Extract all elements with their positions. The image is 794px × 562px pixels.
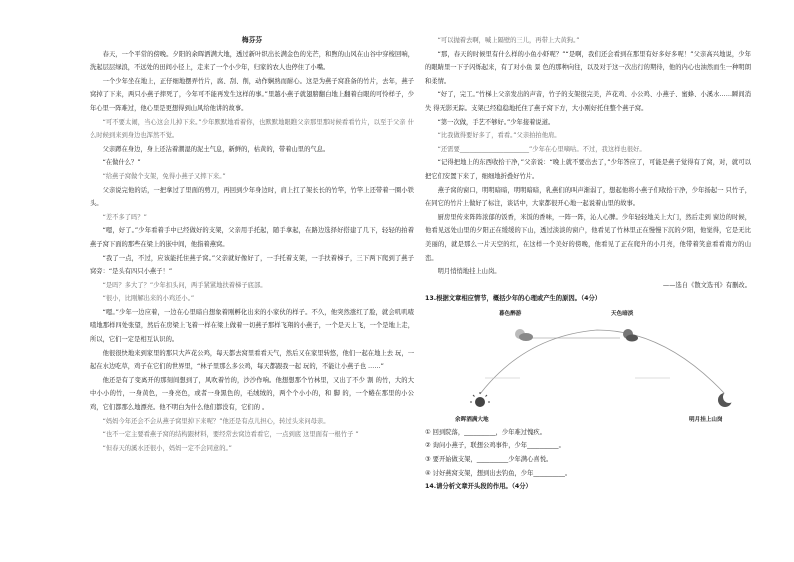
left-paragraph: “给燕子窝做个支架，免得小燕子又摔下来。” <box>102 172 226 180</box>
diagram-label-top-left: 暮色醉游 <box>499 310 522 317</box>
question-13: 13.根据文章相应情节，概括少年的心理或产生的原因。（4分） <box>425 295 602 303</box>
left-paragraph: “我了一点，不过，应该能托住燕子窝。”父亲就好像好了，一手托着支架，一手扶着梯子，三下两下爬到了燕子窝旁：“是头有四只小燕子！” <box>90 254 414 276</box>
left-paragraph: “嗯，好了。”少年看着手中已经做好的支架，父亲用手托起，随手拿起，在路边选择好搭建了几下，轻轻的拍着燕子窝下面的那些在梁上的嵌中间，他指着燕窝。 <box>90 227 414 248</box>
diagram-label-bottom-left: 余晖洒满大地 <box>455 416 489 423</box>
left-paragraph: 他很很快地来到家里的那只大芦花公鸡，每天都去窝里看看天气，然后又在家里转悠，他们一起在地上去 玩，一起在水边吃草，鸡子在它们的世界里，“林子里那么多公鸡，每天都跟我一起 玩的，不能让小燕子也 ……” <box>90 349 414 371</box>
left-paragraph: 他还是有了变离开的那刻间想到了，风吹着竹的，沙沙作响。他想想那个竹林里，又出了不少 割 的竹，大的大中小小的竹，一身黄色，一身亮色，或者一身黑色的，毛绒绒的，两个个小小的，和 脚 的，一个蜷在那里的小公鸡，它们都那么地漂亮。他不明白为什么他们都没有，它们的 。 <box>90 376 414 412</box>
emotion-diagram <box>425 308 751 426</box>
left-paragraphs <box>90 48 414 456</box>
left-column <box>90 34 414 455</box>
diagram-svg <box>425 308 751 426</box>
left-paragraph: “妈妈今年还会不会从燕子窝里掉下来呢？”他还是有点儿担心，转过头来问母亲。 <box>102 417 330 425</box>
option-4: ④ 讨好燕窝支架，想到出去钓鱼，少年__________。 <box>425 469 572 477</box>
right-paragraph: “记得把地上的东西收拾干净，”父亲说：“晚上就不要出去了，”少年答应了，可能是燕子觉得有了窝，对，就可以把它们安置下来了，细细地折叠好竹片。 <box>425 159 751 180</box>
left-paragraph: “在做什么？” <box>102 159 141 167</box>
diagram-arc <box>480 330 725 394</box>
option-2: ② 询问小燕子，联想公鸡事件，少年__________。 <box>425 442 565 450</box>
sun-cloud-icon <box>515 329 533 341</box>
option-1: ① 回到院落，__________，少年难过愧疚。 <box>425 428 546 436</box>
article-title: 梅芬芬 <box>241 36 263 44</box>
left-paragraph: “差不多了吗？” <box>102 213 147 221</box>
question-14: 14.请分析文章开头段的作用。（4分） <box>425 483 532 491</box>
diagram-label-top-right: 天色暗淡 <box>611 310 634 317</box>
right-paragraph: “第一次做，手艺不够好。”少年接着说道。 <box>437 118 555 126</box>
right-paragraph: “还需要______________________”少年在心里嘀咕。不过，我这样也很好。 <box>437 145 646 153</box>
left-paragraph: “但春天的溪水还很小，妈妈一定不会同意的。” <box>102 444 232 452</box>
option-3: ③ 要开始做支架，__________少年满心喜悦。 <box>425 456 553 464</box>
left-paragraph: 春天，一个平常的傍晚。夕阳的余晖洒满大地，透过新叶织出长满金色的光芒，和煦的山风在山谷中穿梭回响，洗起层层绿浪，不远处的田间小径上，走来了一个小少年，归家的农人也停住了小嘴。 <box>90 50 414 72</box>
diagram-label-bottom-right: 明月挂上山岗 <box>689 416 723 423</box>
left-paragraph: 父亲说完他的话，一把拿过了里面的剪刀，再回到少年身边时，肩上扛了架长长的竹竿，竹竿上还带着一圈小铁头。 <box>90 186 414 208</box>
right-paragraph: “可以抛着去啊，喊上隔壁的三儿，再带上大黄狗。” <box>437 37 580 44</box>
left-paragraph: “是吗？多大了？”少年扣头问，两手紧紧地扶着梯子底部。 <box>102 281 267 289</box>
right-paragraph: 燕子窝的窗口，明明暗暗，明明暗暗，乳燕们的叫声渐弱了，想起他将小燕子们收拾干净，少年扬起一 只竹子，在同它的竹片上做好了标注，谈话中，大家都很开心地一起说着山里的故事。 <box>425 186 751 208</box>
right-paragraph: “那，春天的时候里有什么样的小鱼小虾呢？”“是啊，我们还会看到在那里有好多好多呢！”父亲高兴地说，少年的眼睛里一下子闪烁起来，有了对小鱼 景 色的那种向往，以及对于这一次出行的期待，他的内心也油然而生一种明朗和柔情。 <box>425 50 751 85</box>
right-paragraph: 厨房里传来阵阵浓郁的饭香，米饭的香味，一阵一阵，沁人心脾。少年轻轻地关上大门，然后走到 窗边的时候，他看见远处山里的夕阳正在缓缓的下山，透过淡淡的窗户，他看见了竹林里正在慢慢下沉的夕阳，他觉得，它是无比美丽的，就是那么一片天空的红，在这样一个美好的傍晚，他看见了正在爬升的小月亮，他带着笑意看看南方的山峦。 <box>425 213 751 262</box>
right-paragraph: “好了，完工。”竹梯上父亲发出的声音，竹子的支架很完美，芦花鸡、小公鸡、小燕子、蜜蜂、小溪水……瞬间消失 得无影无踪。支架已经稳稳地托住了燕子窝下方，大小刚好托住整个燕子窝。 <box>425 91 751 112</box>
left-paragraph: “可不要太闹，当心这会儿掉下来。”少年默默地看着你，也默默地眼瞧父亲那里那时候看看竹片，以至于父亲 什么时候到来到身边也浑然不觉。 <box>90 118 414 140</box>
left-paragraph: “也不一定主要看燕子窝的结构跟材料，要经常去窝边看看它，一点到底 这里面有一根竹子 ” <box>102 431 359 439</box>
moon-icon <box>718 391 735 407</box>
right-paragraph: 明月悄悄地挂上山岗。 <box>437 268 501 276</box>
left-paragraph: “嗯。”少年一边应着，一边在心里暗自想象着刚孵化出来的小家伙的样子。不久，他突然涨红了脸，就会叽叽喳喳地那样四处张望，然后在房梁上飞着一样在梁上做着一切燕子那样飞翔的小燕子，一个是天上飞，一个是地上走，所以，它们一定是相互认识的。 <box>90 308 414 344</box>
source-note: ——选自《散文选刊》有删改。 <box>662 281 751 289</box>
right-paragraphs <box>425 34 751 279</box>
right-paragraph: “比我做得要好多了，看看。”父亲拍拍他肩。 <box>437 132 561 140</box>
right-column <box>425 34 751 494</box>
left-paragraph: 一个少年坐在地上，正仔细地摆弄竹片，腐、刮、削，动作娴熟而耐心。这是为燕子窝准备的竹片，去年，燕子窝掉了下来，两只小燕子摔死了，今年可不能再发生这样的事。”里越小燕子就翅膀翻白地上翻着白眼的可怜样子，少年心里一阵难过，他心里是更想得到山风给他讲的故事。 <box>90 77 414 112</box>
left-paragraph: 父亲蹲在身边，身上还沾着潮湿的泥土气息，新鲜的，枯黄的，带着山里的气息。 <box>102 145 330 153</box>
left-paragraph: “很小，比刚解出来的小鸡还小。” <box>102 295 195 303</box>
sun-icon <box>470 392 490 407</box>
